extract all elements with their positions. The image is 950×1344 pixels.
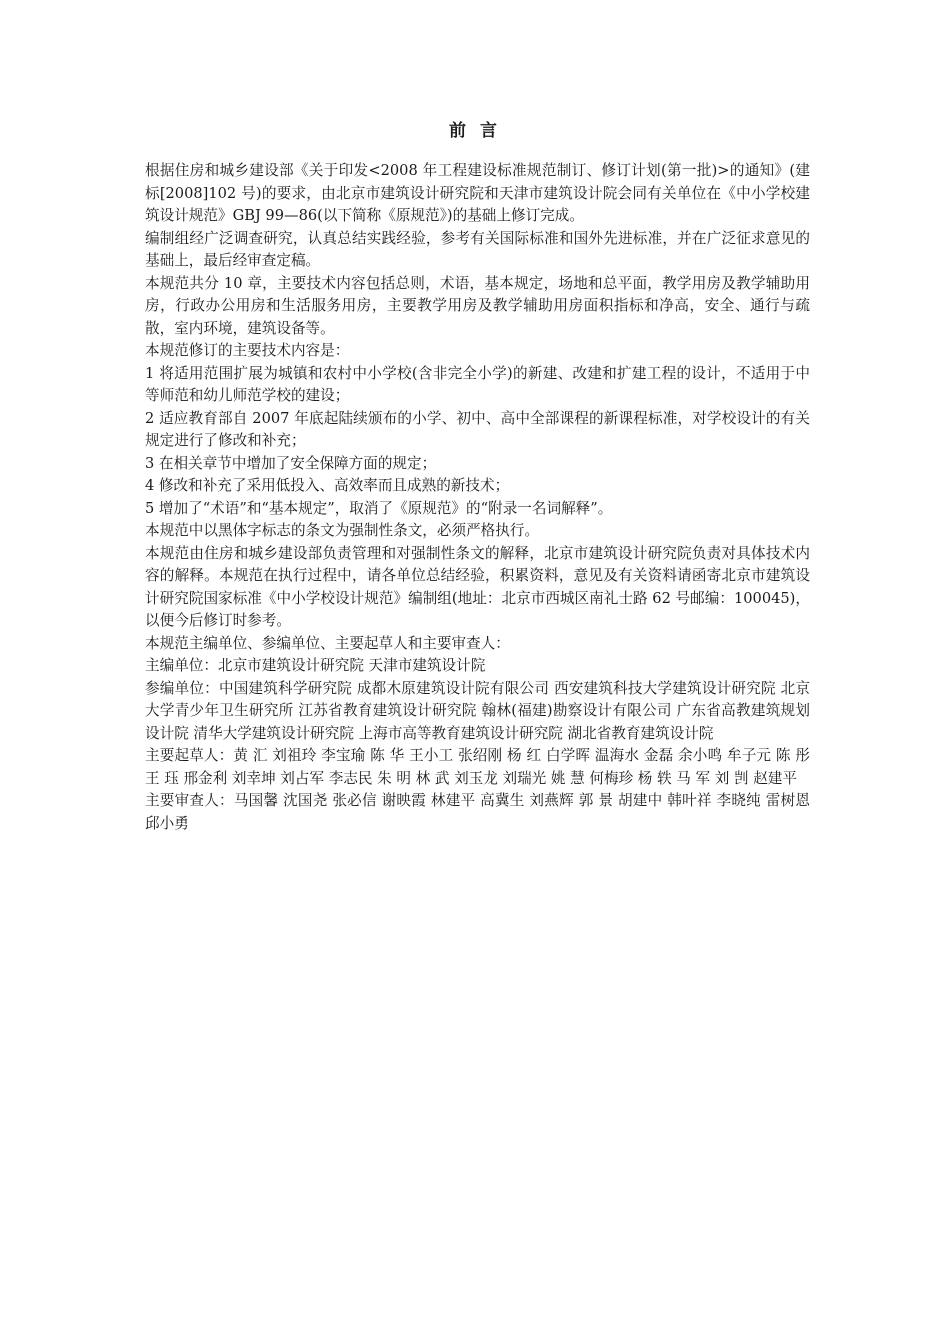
paragraph-chief-units: 主编单位：北京市建筑设计研究院 天津市建筑设计院 (145, 657, 486, 674)
paragraph-process: 编制组经广泛调查研究，认真总结实践经验，参考有关国际标准和国外先进标准，并在广泛征求意见的基础上，最后经审查定稿。 (145, 229, 810, 269)
paragraph-management: 本规范由住房和城乡建设部负责管理和对强制性条文的解释，北京市建筑设计研究院负责对具体技术内容的解释。本规范在执行过程中，请各单位总结经验，积累资料，意见及有关资料请函寄北京市建筑设计研究院国家标准《中小学校设计规范》编制组(地址：北京市西城区南礼士路 62 号邮编：100045)，以便今后修订时参考。 (145, 544, 810, 629)
paragraph-reviewers: 主要审查人：马国馨 沈国尧 张必信 谢映霞 林建平 高冀生 刘燕辉 郭 景 胡建中 韩叶祥 李晓纯 雷树恩 邱小勇 (145, 792, 810, 832)
list-item-revision-5: 5 增加了“术语”和“基本规定”，取消了《原规范》的“附录一名词解释”。 (145, 499, 613, 517)
paragraph-participating-units: 参编单位：中国建筑科学研究院 成都木原建筑设计院有限公司 西安建筑科技大学建筑设计研究院 北京大学青少年卫生研究所 江苏省教育建筑设计研究院 翰林(福建)勘察设计有限公司 广东省高教建筑规划设计院 清华大学建筑设计研究院 上海市高等教育建筑设计研究院 湖北省教育建筑设计院 (145, 679, 810, 742)
list-item-revision-3: 3 在相关章节中增加了安全保障方面的规定； (145, 454, 437, 472)
list-item-revision-4: 4 修改和补充了采用低投入、高效率而且成熟的新技术； (145, 477, 510, 494)
page-title: 前 言 (449, 121, 501, 141)
list-item-revision-1: 1 将适用范围扩展为城镇和农村中小学校(含非完全小学)的新建、改建和扩建工程的设计，不适用于中等师范和幼儿师范学校的建设； (145, 364, 810, 404)
paragraph-revision-intro: 本规范修订的主要技术内容是： (145, 342, 350, 359)
paragraph-basis: 根据住房和城乡建设部《关于印发<2008 年工程建设标准规范制订、修订计划(第一批)>的通知》(建标[2008]102 号)的要求，由北京市建筑设计研究院和天津市建筑设计院会同有关单位在《中小学校建筑设计规范》GBJ 99—86(以下简称《原规范》)的基础上修订完成。 (145, 162, 810, 224)
paragraph-contents: 本规范共分 10 章，主要技术内容包括总则，术语，基本规定，场地和总平面，教学用房及教学辅助用房，行政办公用房和生活服务用房，主要教学用房及教学辅助用房面积指标和净高，安全、通行与疏散，室内环境，建筑设备等。 (145, 274, 810, 337)
list-item-revision-2: 2 适应教育部自 2007 年底起陆续颁布的小学、初中、高中全部课程的新课程标准，对学校设计的有关规定进行了修改和补充； (145, 409, 810, 449)
paragraph-mandatory: 本规范中以黑体字标志的条文为强制性条文，必须严格执行。 (145, 522, 540, 539)
paragraph-units-intro: 本规范主编单位、参编单位、主要起草人和主要审查人： (145, 634, 510, 652)
paragraph-drafters: 主要起草人：黄 汇 刘祖玲 李宝瑜 陈 华 王小工 张绍刚 杨 红 白学晖 温海水 金磊 余小鸣 牟子元 陈 彤 王 珏 邢金利 刘幸坤 刘占军 李志民 朱 明 林 武 刘玉龙 刘瑞光 姚 慧 何梅珍 杨 轶 马 军 刘 剀 赵建平 (145, 747, 810, 787)
document-body (145, 160, 810, 835)
